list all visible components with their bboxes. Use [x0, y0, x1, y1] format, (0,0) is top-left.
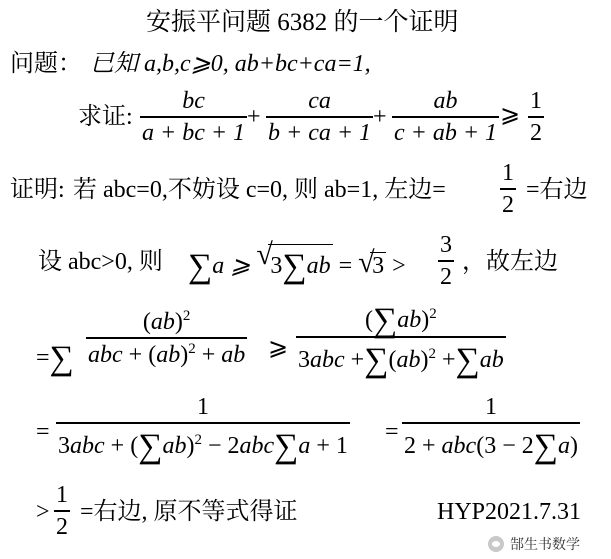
- wechat-icon: [488, 536, 504, 552]
- sum-bound-expression: ∑a ⩾ √ 3∑ab = √ 3 >: [188, 238, 406, 285]
- fraction-ab: [392, 88, 499, 146]
- fraction-bar: [140, 116, 247, 118]
- fraction-numerator: $(\sum ab)^2$: [365, 302, 437, 339]
- equals-sign: =: [385, 419, 399, 445]
- proof-case-zero-rhs: =右边: [526, 177, 588, 203]
- proof-case-positive: 设 abc>0, 则: [38, 249, 163, 275]
- fraction-ca: [266, 88, 373, 146]
- fraction-denominator: 3abc +∑(ab)$^2$ +∑ab: [298, 341, 504, 379]
- fraction-numerator: 1: [530, 88, 542, 114]
- fraction-simplified: [402, 394, 580, 465]
- watermark-text: 郜生书数学: [510, 537, 580, 553]
- fraction-bar: [402, 422, 580, 424]
- fraction-half: [528, 88, 544, 146]
- fraction-numerator: ca: [308, 88, 331, 114]
- proof-conclusion: =右边, 原不等式得证: [80, 499, 298, 525]
- fraction-bc: [140, 88, 247, 146]
- fraction-numerator: (ab)$^2$: [142, 308, 191, 335]
- fraction-expanded: [56, 394, 350, 465]
- fraction-three-halves: [438, 232, 454, 290]
- fraction-bar: [266, 116, 373, 118]
- fraction-half-case: [500, 160, 516, 218]
- prove-label: 求证:: [78, 104, 133, 130]
- fraction-denominator: a + bc + 1: [142, 119, 246, 146]
- fraction-numerator: ab: [433, 88, 458, 114]
- fraction-denominator: 2: [440, 263, 452, 290]
- problem-condition: 已知 a,b,c⩾0, ab+bc+ca=1,: [90, 51, 371, 77]
- fraction-numerator: 1: [484, 394, 497, 420]
- fraction-denominator: 2: [56, 513, 68, 540]
- plus-sign: +: [373, 104, 387, 130]
- fraction-denominator: 2: [530, 119, 542, 146]
- page-title: 安振平问题 6382 的一个证明: [146, 9, 459, 36]
- fraction-denominator: c + ab + 1: [394, 119, 498, 146]
- fraction-cauchy: [296, 300, 506, 379]
- fraction-half-final: [54, 482, 70, 540]
- fraction-denominator: abc + (ab)$^2$ + ab: [88, 340, 246, 368]
- watermark: [488, 534, 580, 554]
- fraction-bar: [438, 260, 454, 262]
- fraction-numerator: 1: [502, 160, 514, 186]
- fraction-denominator: $3abc + (\sum ab)^2 - 2abc\sum a + 1$: [58, 427, 348, 465]
- fraction-bar: [528, 116, 544, 118]
- fraction-bar: [500, 188, 516, 190]
- proof-case-zero: 若 abc=0,不妨设 c=0, 则 ab=1, 左边=: [73, 177, 446, 203]
- fraction-numerator: 1: [196, 394, 209, 420]
- fraction-denominator: 2 + abc(3 − 2∑a): [404, 427, 578, 465]
- fraction-numerator: bc: [182, 88, 205, 114]
- equals-sign: =: [36, 419, 50, 445]
- plus-sign: +: [247, 104, 261, 130]
- fraction-bar: [86, 337, 247, 339]
- problem-label: 问题：: [10, 51, 82, 77]
- geq-sign: ⩾: [268, 335, 289, 361]
- fraction-bar: [54, 510, 70, 512]
- greater-sign: >: [36, 499, 50, 525]
- proof-left-side-label: ，故左边: [462, 249, 558, 275]
- fraction-numerator: 1: [56, 482, 68, 508]
- fraction-denominator: b + ca + 1: [268, 119, 372, 146]
- fraction-sum-term: [86, 308, 247, 368]
- fraction-bar: [392, 116, 499, 118]
- geq-sign: ⩾: [500, 102, 521, 128]
- fraction-bar: [56, 422, 350, 424]
- proof-label: 证明:: [10, 177, 65, 203]
- equals-sign: =∑: [36, 340, 74, 377]
- fraction-denominator: 2: [502, 191, 514, 218]
- fraction-bar: [296, 336, 506, 338]
- fraction-numerator: 3: [440, 232, 452, 258]
- author-date-signature: HYP2021.7.31: [437, 499, 582, 525]
